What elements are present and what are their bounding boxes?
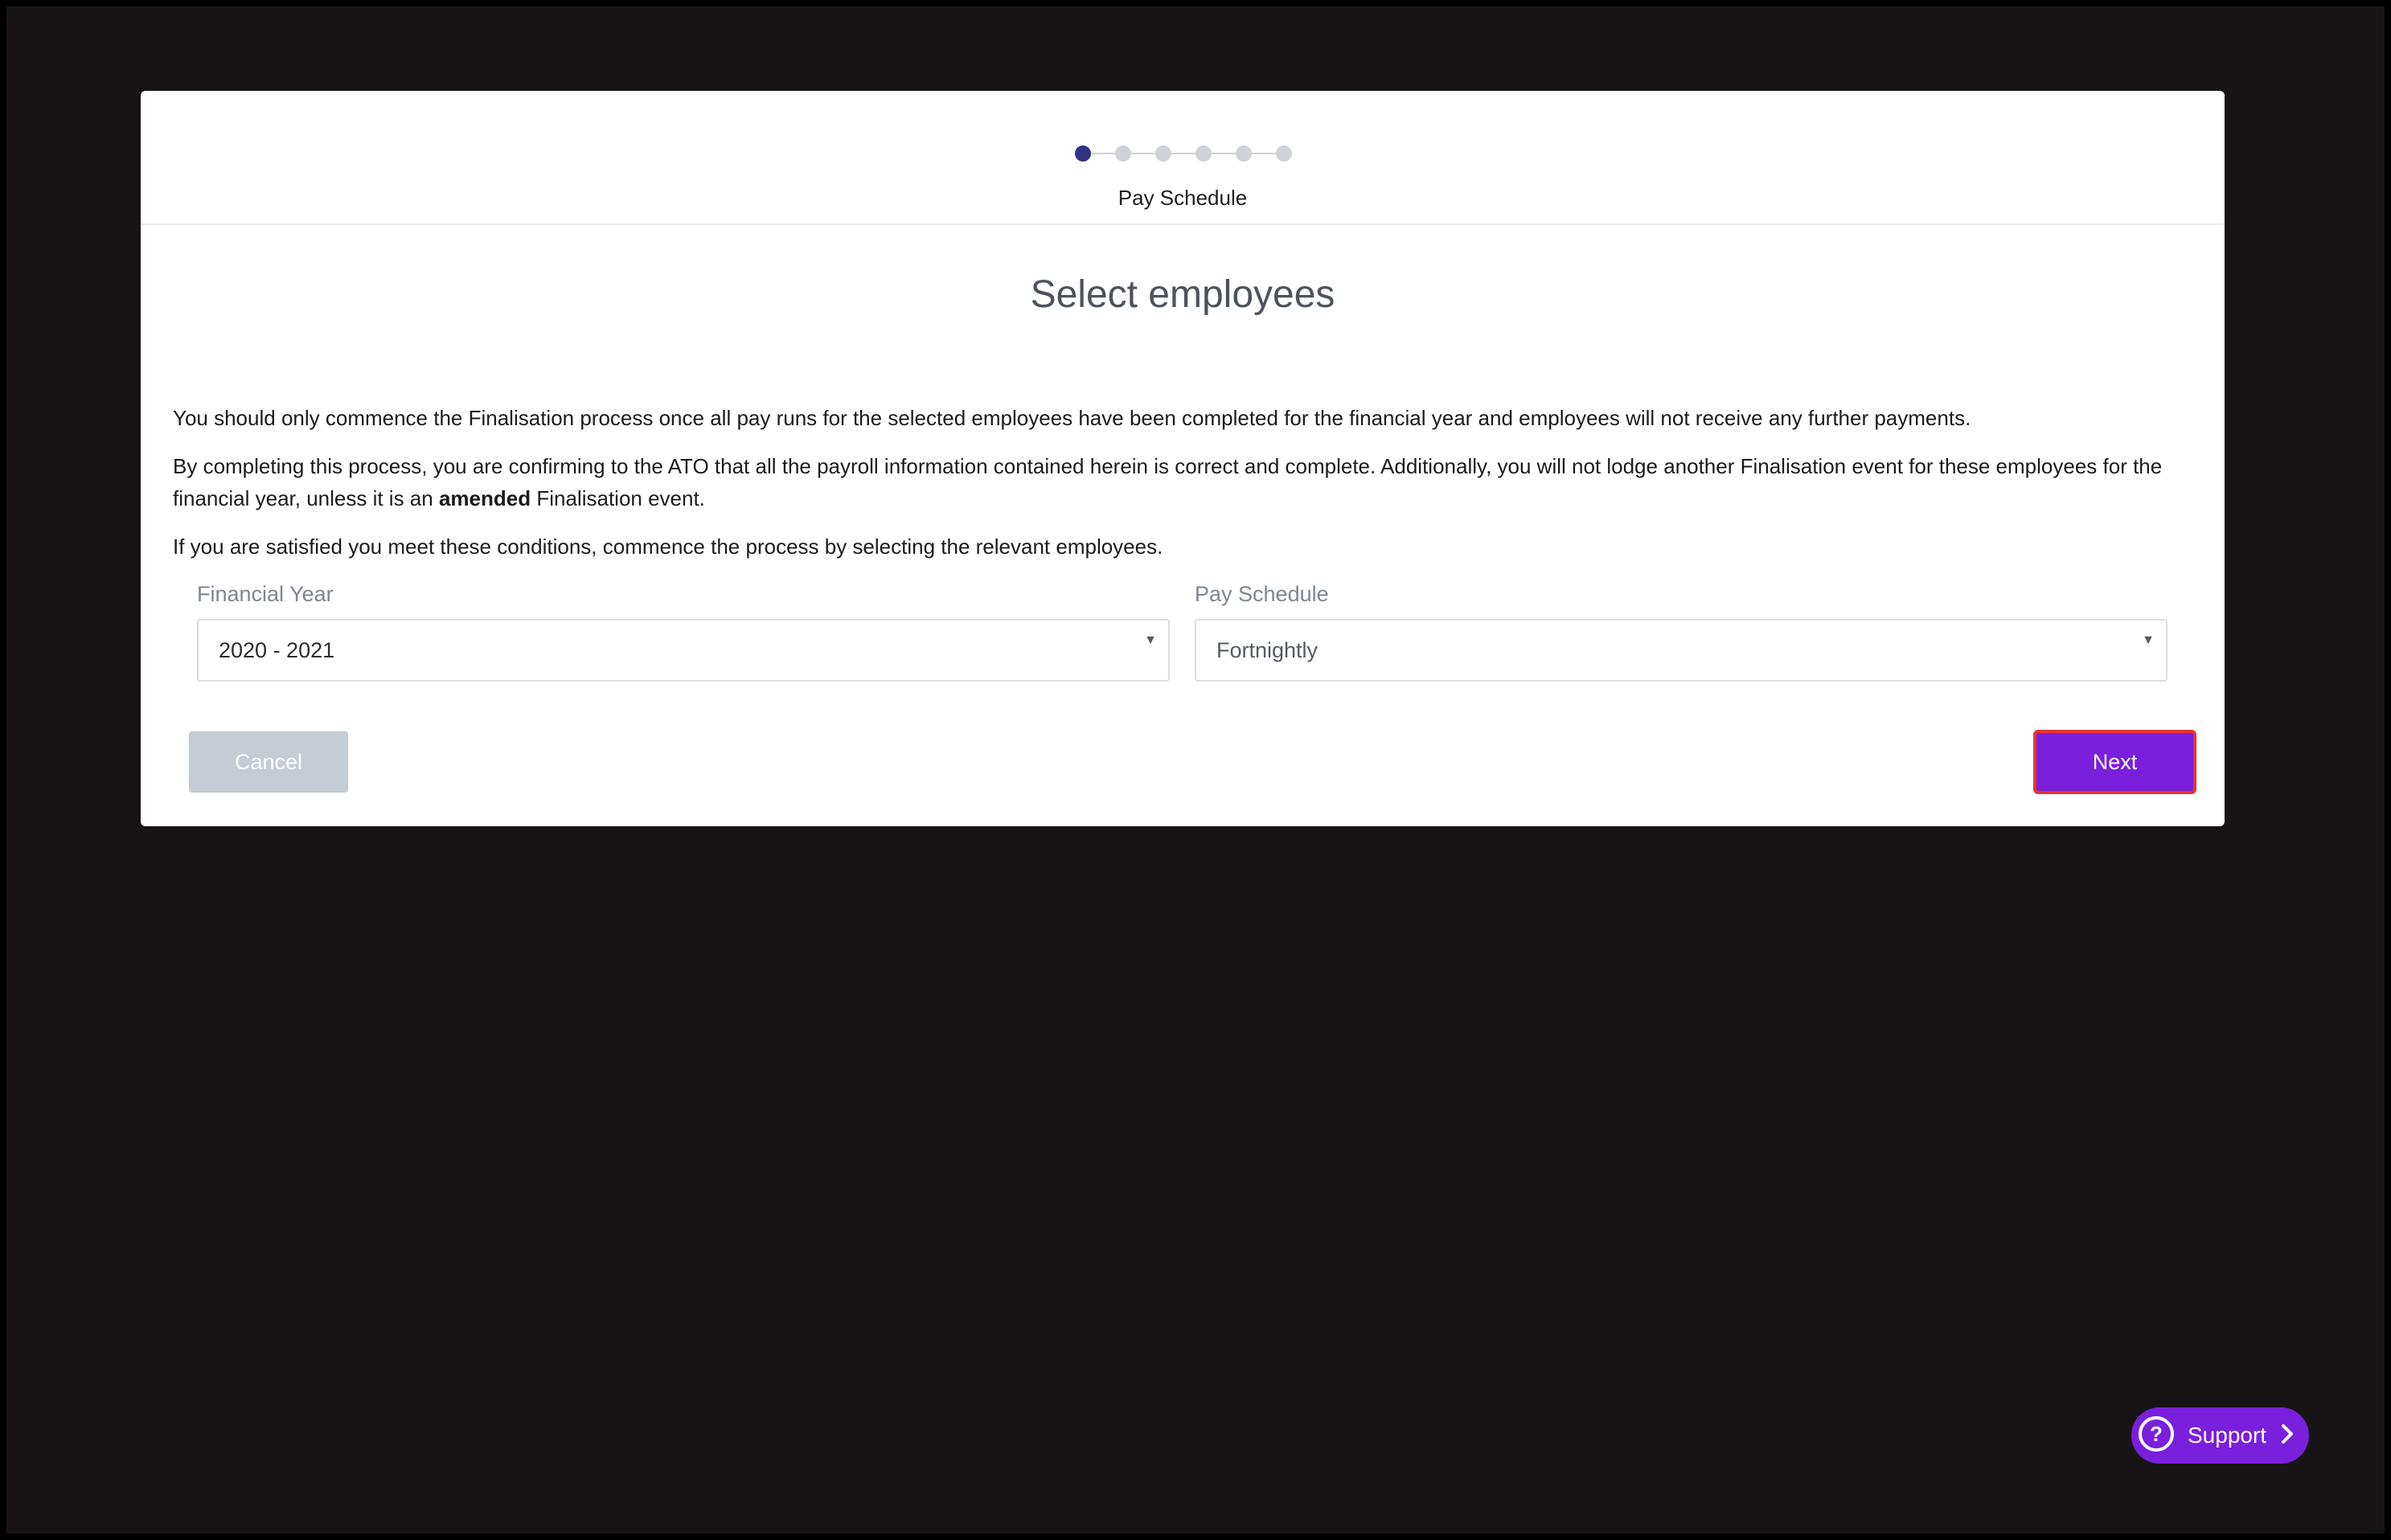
modal-header bbox=[141, 91, 2225, 225]
info-paragraph-2-text-end: Finalisation event. bbox=[531, 486, 705, 510]
progress-stepper bbox=[1075, 144, 1284, 163]
next-button[interactable]: Next bbox=[2033, 730, 2196, 794]
stepper-line bbox=[1083, 153, 1284, 154]
finalisation-modal bbox=[141, 91, 2225, 826]
pay-schedule-label: Pay Schedule bbox=[1195, 582, 1329, 606]
page-title: Select employees bbox=[1030, 273, 1335, 316]
step-3-dot bbox=[1155, 145, 1171, 162]
amended-emphasis: amended bbox=[438, 486, 531, 510]
step-1-dot bbox=[1075, 145, 1091, 162]
step-2-dot bbox=[1115, 145, 1131, 162]
chevron-down-icon: ▼ bbox=[2142, 633, 2155, 647]
current-step-label: Pay Schedule bbox=[1118, 186, 1248, 210]
cancel-button[interactable]: Cancel bbox=[189, 731, 348, 793]
financial-year-select[interactable] bbox=[197, 619, 1170, 682]
chevron-right-icon bbox=[2280, 1423, 2295, 1444]
financial-year-label: Financial Year bbox=[197, 582, 334, 606]
question-circle-icon: ? bbox=[2139, 1416, 2174, 1452]
pay-schedule-select[interactable] bbox=[1195, 619, 2167, 682]
step-5-dot bbox=[1236, 145, 1252, 162]
info-paragraph-3: If you are satisfied you meet these conditions, commence the process by selecting the relevant employees. bbox=[173, 534, 1163, 559]
chevron-down-icon: ▼ bbox=[1144, 633, 1157, 647]
info-paragraph-2-text-start: By completing this process, you are confirming to the ATO that all the payroll information contained herein is correct and complete. Additionally, you will not lodge another Finalisation event for these employees for the financial year, unless it is an bbox=[173, 454, 2163, 510]
info-paragraph-2 bbox=[173, 450, 2199, 514]
financial-year-value: 2020 - 2021 bbox=[219, 638, 335, 662]
info-paragraph-1: You should only commence the Finalisation process once all pay runs for the selected employees have been completed for the financial year and employees will not receive any further payments. bbox=[173, 406, 1971, 430]
support-button[interactable] bbox=[2131, 1407, 2309, 1464]
step-4-dot bbox=[1196, 145, 1212, 162]
step-6-dot bbox=[1276, 145, 1292, 162]
support-label: Support bbox=[2188, 1423, 2267, 1448]
pay-schedule-value: Fortnightly bbox=[1216, 638, 1319, 662]
